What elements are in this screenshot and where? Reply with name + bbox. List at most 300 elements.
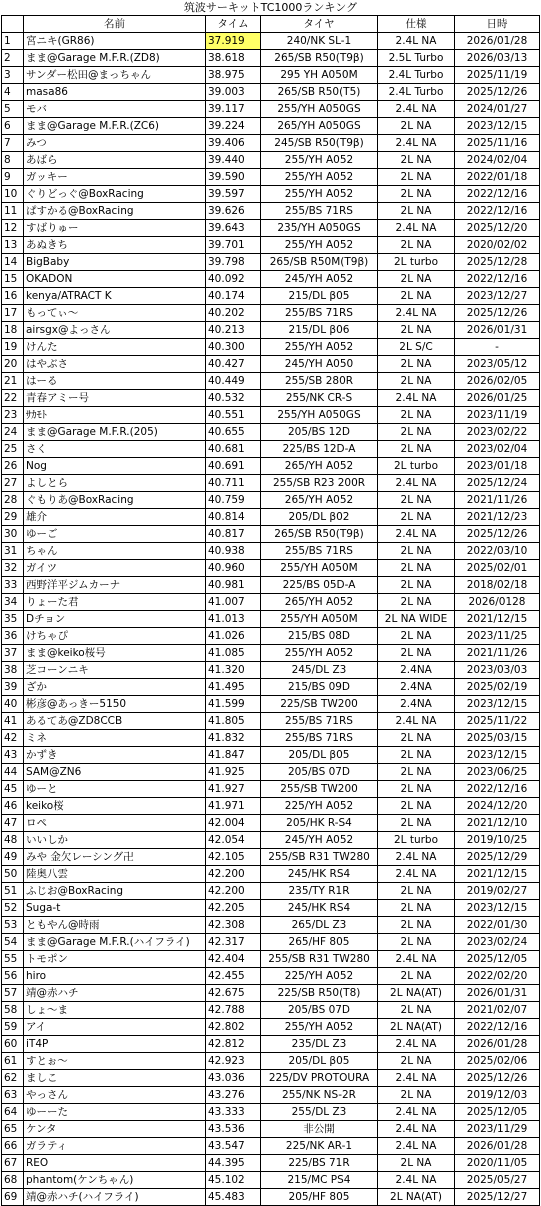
cell-rank: 67 bbox=[2, 1155, 24, 1172]
cell-name: ガイツ bbox=[24, 560, 206, 577]
cell-rank: 40 bbox=[2, 696, 24, 713]
cell-name: みや 金欠レーシング卍 bbox=[24, 849, 206, 866]
table-row bbox=[2, 968, 540, 985]
cell-time: 40.817 bbox=[206, 526, 261, 543]
cell-spec: 2L NA bbox=[378, 577, 455, 594]
cell-name: ゆーーた bbox=[24, 1104, 206, 1121]
cell-spec: 2L NA bbox=[378, 492, 455, 509]
cell-time: 40.814 bbox=[206, 509, 261, 526]
cell-time: 43.036 bbox=[206, 1070, 261, 1087]
cell-time: 43.276 bbox=[206, 1087, 261, 1104]
cell-date: 2023/02/24 bbox=[455, 934, 540, 951]
ranking-body bbox=[2, 33, 540, 1206]
cell-date: 2025/12/26 bbox=[455, 84, 540, 101]
cell-date: 2025/02/19 bbox=[455, 679, 540, 696]
cell-time: 41.320 bbox=[206, 662, 261, 679]
cell-rank: 6 bbox=[2, 118, 24, 135]
table-row bbox=[2, 577, 540, 594]
cell-name: ましこ bbox=[24, 1070, 206, 1087]
cell-spec: 2L NA bbox=[378, 288, 455, 305]
cell-name: 雄介 bbox=[24, 509, 206, 526]
cell-tire: 265/SB R50(T9β) bbox=[261, 50, 378, 67]
cell-spec: 2.4L NA bbox=[378, 866, 455, 883]
cell-time: 42.308 bbox=[206, 917, 261, 934]
cell-tire: 255/SB R23 200R bbox=[261, 475, 378, 492]
cell-date: 2023/06/25 bbox=[455, 764, 540, 781]
cell-tire: 265/DL Z3 bbox=[261, 917, 378, 934]
table-row bbox=[2, 1172, 540, 1189]
table-row bbox=[2, 543, 540, 560]
cell-tire: 255/YH A052 bbox=[261, 1019, 378, 1036]
cell-rank: 7 bbox=[2, 135, 24, 152]
cell-time: 40.960 bbox=[206, 560, 261, 577]
cell-tire: 245/YH A052 bbox=[261, 271, 378, 288]
cell-tire: 245/DL Z3 bbox=[261, 662, 378, 679]
cell-time: 39.597 bbox=[206, 186, 261, 203]
cell-spec: 2L NA bbox=[378, 271, 455, 288]
cell-date: 2025/11/16 bbox=[455, 135, 540, 152]
table-row bbox=[2, 662, 540, 679]
cell-tire: 255/SB R31 TW280 bbox=[261, 951, 378, 968]
cell-name: ケンタ bbox=[24, 1121, 206, 1138]
cell-rank: 46 bbox=[2, 798, 24, 815]
cell-date: - bbox=[455, 339, 540, 356]
table-row bbox=[2, 849, 540, 866]
cell-tire: 255/NK CR-S bbox=[261, 390, 378, 407]
cell-spec: 2.4L NA bbox=[378, 951, 455, 968]
cell-name: ミネ bbox=[24, 730, 206, 747]
header-name: 名前 bbox=[24, 16, 206, 33]
cell-spec: 2.4L NA bbox=[378, 305, 455, 322]
cell-time: 40.551 bbox=[206, 407, 261, 424]
table-row bbox=[2, 1019, 540, 1036]
cell-spec: 2L turbo bbox=[378, 254, 455, 271]
cell-tire: 255/YH A052 bbox=[261, 169, 378, 186]
cell-rank: 57 bbox=[2, 985, 24, 1002]
cell-rank: 34 bbox=[2, 594, 24, 611]
cell-name: OKADON bbox=[24, 271, 206, 288]
cell-time: 41.599 bbox=[206, 696, 261, 713]
cell-time: 41.495 bbox=[206, 679, 261, 696]
cell-name: Suga-t bbox=[24, 900, 206, 917]
cell-tire: 265/SB R50M(T9β) bbox=[261, 254, 378, 271]
cell-time: 42.054 bbox=[206, 832, 261, 849]
table-row bbox=[2, 509, 540, 526]
cell-date: 2022/01/30 bbox=[455, 917, 540, 934]
cell-name: ゆーと bbox=[24, 781, 206, 798]
cell-date: 2025/12/26 bbox=[455, 305, 540, 322]
cell-rank: 19 bbox=[2, 339, 24, 356]
cell-date: 2025/05/27 bbox=[455, 1172, 540, 1189]
cell-date: 2025/03/15 bbox=[455, 730, 540, 747]
table-row bbox=[2, 67, 540, 84]
cell-date: 2026/01/31 bbox=[455, 985, 540, 1002]
cell-name: よしとら bbox=[24, 475, 206, 492]
cell-date: 2026/02/05 bbox=[455, 373, 540, 390]
table-row bbox=[2, 475, 540, 492]
cell-name: kenya/ATRACT K bbox=[24, 288, 206, 305]
cell-spec: 2L NA bbox=[378, 1155, 455, 1172]
cell-spec: 2L NA bbox=[378, 934, 455, 951]
cell-tire: 225/BS 12D-A bbox=[261, 441, 378, 458]
cell-rank: 49 bbox=[2, 849, 24, 866]
cell-time: 41.971 bbox=[206, 798, 261, 815]
cell-date: 2022/01/18 bbox=[455, 169, 540, 186]
cell-tire: 205/DL β05 bbox=[261, 747, 378, 764]
table-row bbox=[2, 594, 540, 611]
cell-rank: 31 bbox=[2, 543, 24, 560]
cell-time: 42.004 bbox=[206, 815, 261, 832]
cell-spec: 2L NA bbox=[378, 237, 455, 254]
cell-spec: 2L NA bbox=[378, 900, 455, 917]
cell-time: 42.200 bbox=[206, 866, 261, 883]
cell-date: 2023/02/04 bbox=[455, 441, 540, 458]
cell-time: 45.102 bbox=[206, 1172, 261, 1189]
cell-rank: 12 bbox=[2, 220, 24, 237]
cell-tire: 225/BS 05D-A bbox=[261, 577, 378, 594]
table-row bbox=[2, 339, 540, 356]
cell-rank: 48 bbox=[2, 832, 24, 849]
cell-spec: 2L NA bbox=[378, 441, 455, 458]
cell-time: 41.085 bbox=[206, 645, 261, 662]
cell-rank: 42 bbox=[2, 730, 24, 747]
cell-tire: 255/BS 71RS bbox=[261, 203, 378, 220]
cell-date: 2025/11/22 bbox=[455, 713, 540, 730]
cell-name: masa86 bbox=[24, 84, 206, 101]
cell-time: 41.013 bbox=[206, 611, 261, 628]
table-row bbox=[2, 730, 540, 747]
cell-time: 42.455 bbox=[206, 968, 261, 985]
header-time: タイム bbox=[206, 16, 261, 33]
cell-date: 2025/12/05 bbox=[455, 1104, 540, 1121]
cell-time: 40.202 bbox=[206, 305, 261, 322]
cell-date: 2018/02/18 bbox=[455, 577, 540, 594]
cell-tire: 225/NK AR-1 bbox=[261, 1138, 378, 1155]
cell-time: 40.300 bbox=[206, 339, 261, 356]
cell-spec: 2.4L NA bbox=[378, 1104, 455, 1121]
cell-name: いいしか bbox=[24, 832, 206, 849]
cell-time: 41.026 bbox=[206, 628, 261, 645]
table-row bbox=[2, 696, 540, 713]
cell-tire: 205/DL β02 bbox=[261, 509, 378, 526]
cell-tire: 265/HF 805 bbox=[261, 934, 378, 951]
cell-time: 42.404 bbox=[206, 951, 261, 968]
cell-rank: 27 bbox=[2, 475, 24, 492]
cell-time: 43.547 bbox=[206, 1138, 261, 1155]
cell-date: 2024/02/04 bbox=[455, 152, 540, 169]
table-row bbox=[2, 356, 540, 373]
cell-date: 2025/12/05 bbox=[455, 951, 540, 968]
cell-date: 2019/12/03 bbox=[455, 1087, 540, 1104]
cell-tire: 255/SB R31 TW280 bbox=[261, 849, 378, 866]
cell-date: 2023/12/15 bbox=[455, 900, 540, 917]
cell-time: 43.333 bbox=[206, 1104, 261, 1121]
cell-spec: 2.4L NA bbox=[378, 1036, 455, 1053]
cell-name: ガッキー bbox=[24, 169, 206, 186]
cell-time: 42.105 bbox=[206, 849, 261, 866]
cell-name: Nog bbox=[24, 458, 206, 475]
cell-tire: 205/BS 07D bbox=[261, 764, 378, 781]
cell-tire: 265/SB R50(T9β) bbox=[261, 526, 378, 543]
cell-rank: 53 bbox=[2, 917, 24, 934]
cell-tire: 205/BS 12D bbox=[261, 424, 378, 441]
cell-name: けちゃぴ bbox=[24, 628, 206, 645]
cell-spec: 2L NA bbox=[378, 1087, 455, 1104]
cell-tire: 255/BS 71RS bbox=[261, 543, 378, 560]
cell-date: 2022/12/16 bbox=[455, 203, 540, 220]
cell-spec: 2L S/C bbox=[378, 339, 455, 356]
cell-rank: 4 bbox=[2, 84, 24, 101]
cell-name: ロペ bbox=[24, 815, 206, 832]
cell-date: 2025/12/27 bbox=[455, 1189, 540, 1206]
cell-spec: 2L NA WIDE bbox=[378, 611, 455, 628]
table-row bbox=[2, 441, 540, 458]
cell-date: 2023/02/22 bbox=[455, 424, 540, 441]
cell-date: 2023/11/19 bbox=[455, 407, 540, 424]
cell-date: 2022/12/16 bbox=[455, 271, 540, 288]
table-row bbox=[2, 611, 540, 628]
cell-spec: 2L NA bbox=[378, 322, 455, 339]
cell-date: 2021/12/15 bbox=[455, 611, 540, 628]
cell-tire: 215/MC PS4 bbox=[261, 1172, 378, 1189]
cell-time: 42.205 bbox=[206, 900, 261, 917]
cell-time: 39.626 bbox=[206, 203, 261, 220]
cell-date: 2026/01/25 bbox=[455, 390, 540, 407]
cell-tire: 235/DL Z3 bbox=[261, 1036, 378, 1053]
cell-date: 2023/11/29 bbox=[455, 1121, 540, 1138]
cell-spec: 2L NA bbox=[378, 730, 455, 747]
cell-spec: 2L NA(AT) bbox=[378, 985, 455, 1002]
table-row bbox=[2, 645, 540, 662]
cell-tire: 245/YH A052 bbox=[261, 832, 378, 849]
cell-tire: 245/HK RS4 bbox=[261, 900, 378, 917]
cell-time: 39.406 bbox=[206, 135, 261, 152]
cell-date: 2020/02/02 bbox=[455, 237, 540, 254]
cell-tire: 225/YH A052 bbox=[261, 968, 378, 985]
cell-name: けんた bbox=[24, 339, 206, 356]
cell-rank: 66 bbox=[2, 1138, 24, 1155]
cell-rank: 23 bbox=[2, 407, 24, 424]
table-row bbox=[2, 1189, 540, 1206]
table-row bbox=[2, 135, 540, 152]
cell-time: 42.812 bbox=[206, 1036, 261, 1053]
cell-time: 40.532 bbox=[206, 390, 261, 407]
cell-rank: 69 bbox=[2, 1189, 24, 1206]
cell-time: 39.117 bbox=[206, 101, 261, 118]
table-row bbox=[2, 305, 540, 322]
cell-name: BigBaby bbox=[24, 254, 206, 271]
cell-date: 2023/01/18 bbox=[455, 458, 540, 475]
cell-name: すばりゅー bbox=[24, 220, 206, 237]
cell-rank: 54 bbox=[2, 934, 24, 951]
cell-rank: 13 bbox=[2, 237, 24, 254]
cell-spec: 2L NA bbox=[378, 781, 455, 798]
cell-rank: 21 bbox=[2, 373, 24, 390]
cell-date: 2021/11/26 bbox=[455, 645, 540, 662]
cell-rank: 11 bbox=[2, 203, 24, 220]
cell-tire: 255/SB TW200 bbox=[261, 781, 378, 798]
cell-time: 41.925 bbox=[206, 764, 261, 781]
table-row bbox=[2, 1002, 540, 1019]
cell-rank: 60 bbox=[2, 1036, 24, 1053]
cell-rank: 28 bbox=[2, 492, 24, 509]
cell-rank: 68 bbox=[2, 1172, 24, 1189]
cell-tire: 255/SB 280R bbox=[261, 373, 378, 390]
cell-spec: 2.4L NA bbox=[378, 1070, 455, 1087]
cell-time: 40.981 bbox=[206, 577, 261, 594]
cell-name: みつ bbox=[24, 135, 206, 152]
table-row bbox=[2, 866, 540, 883]
cell-date: 2023/12/27 bbox=[455, 288, 540, 305]
cell-date: 2022/02/20 bbox=[455, 968, 540, 985]
cell-name: 西野洋平ジムカーナ bbox=[24, 577, 206, 594]
cell-spec: 2L NA bbox=[378, 509, 455, 526]
cell-name: ふじお@BoxRacing bbox=[24, 883, 206, 900]
table-row bbox=[2, 747, 540, 764]
cell-spec: 2.4NA bbox=[378, 662, 455, 679]
cell-date: 2022/12/16 bbox=[455, 1019, 540, 1036]
cell-name: Dチョン bbox=[24, 611, 206, 628]
cell-tire: 255/BS 71RS bbox=[261, 713, 378, 730]
table-row bbox=[2, 1070, 540, 1087]
cell-rank: 64 bbox=[2, 1104, 24, 1121]
cell-tire: 225/DV PROTOURA bbox=[261, 1070, 378, 1087]
cell-date: 2021/11/26 bbox=[455, 492, 540, 509]
cell-time: 43.536 bbox=[206, 1121, 261, 1138]
cell-name: やっさん bbox=[24, 1087, 206, 1104]
table-row bbox=[2, 628, 540, 645]
cell-rank: 10 bbox=[2, 186, 24, 203]
cell-time: 39.224 bbox=[206, 118, 261, 135]
cell-rank: 35 bbox=[2, 611, 24, 628]
cell-time: 42.802 bbox=[206, 1019, 261, 1036]
cell-spec: 2L NA bbox=[378, 815, 455, 832]
cell-date: 2022/12/16 bbox=[455, 186, 540, 203]
cell-tire: 240/NK SL-1 bbox=[261, 33, 378, 50]
cell-time: 40.213 bbox=[206, 322, 261, 339]
cell-rank: 32 bbox=[2, 560, 24, 577]
cell-rank: 2 bbox=[2, 50, 24, 67]
cell-rank: 41 bbox=[2, 713, 24, 730]
cell-rank: 30 bbox=[2, 526, 24, 543]
cell-time: 38.975 bbox=[206, 67, 261, 84]
cell-time: 40.174 bbox=[206, 288, 261, 305]
cell-spec: 2.4L NA bbox=[378, 33, 455, 50]
cell-rank: 37 bbox=[2, 645, 24, 662]
table-row bbox=[2, 390, 540, 407]
cell-date: 2023/12/15 bbox=[455, 747, 540, 764]
cell-spec: 2L NA bbox=[378, 118, 455, 135]
cell-name: まま@Garage M.F.R.(ZC6) bbox=[24, 118, 206, 135]
cell-tire: 265/YH A052 bbox=[261, 492, 378, 509]
cell-spec: 2L NA(AT) bbox=[378, 1019, 455, 1036]
cell-name: ぱすかる@BoxRacing bbox=[24, 203, 206, 220]
cell-spec: 2L NA bbox=[378, 645, 455, 662]
cell-time: 42.923 bbox=[206, 1053, 261, 1070]
cell-tire: 225/YH A052 bbox=[261, 798, 378, 815]
cell-time: 39.003 bbox=[206, 84, 261, 101]
cell-date: 2026/01/28 bbox=[455, 1036, 540, 1053]
cell-tire: 255/YH A050GS bbox=[261, 101, 378, 118]
cell-tire: 非公開 bbox=[261, 1121, 378, 1138]
cell-tire: 255/YH A050M bbox=[261, 611, 378, 628]
cell-date: 2025/02/06 bbox=[455, 1053, 540, 1070]
cell-tire: 255/YH A052 bbox=[261, 237, 378, 254]
cell-time: 42.675 bbox=[206, 985, 261, 1002]
cell-date: 2024/01/27 bbox=[455, 101, 540, 118]
table-row bbox=[2, 1087, 540, 1104]
cell-date: 2021/12/10 bbox=[455, 815, 540, 832]
cell-tire: 225/SB R50(T8) bbox=[261, 985, 378, 1002]
cell-rank: 20 bbox=[2, 356, 24, 373]
cell-name: すとぉ～ bbox=[24, 1053, 206, 1070]
table-row bbox=[2, 203, 540, 220]
table-row bbox=[2, 679, 540, 696]
cell-date: 2025/12/26 bbox=[455, 1070, 540, 1087]
cell-time: 37.919 bbox=[206, 33, 261, 50]
header-rank bbox=[2, 16, 24, 33]
cell-date: 2025/12/24 bbox=[455, 475, 540, 492]
cell-name: まま@Garage M.F.R.(ハイフライ) bbox=[24, 934, 206, 951]
cell-rank: 33 bbox=[2, 577, 24, 594]
cell-spec: 2L NA bbox=[378, 356, 455, 373]
cell-rank: 3 bbox=[2, 67, 24, 84]
cell-name: モバ bbox=[24, 101, 206, 118]
cell-rank: 61 bbox=[2, 1053, 24, 1070]
cell-time: 41.007 bbox=[206, 594, 261, 611]
cell-rank: 50 bbox=[2, 866, 24, 883]
cell-spec: 2L NA bbox=[378, 152, 455, 169]
table-row bbox=[2, 254, 540, 271]
cell-name: 陸奥八雲 bbox=[24, 866, 206, 883]
cell-spec: 2.4L NA bbox=[378, 526, 455, 543]
cell-date: 2025/11/19 bbox=[455, 67, 540, 84]
cell-name: トモポン bbox=[24, 951, 206, 968]
cell-spec: 2.5L Turbo bbox=[378, 50, 455, 67]
cell-time: 40.655 bbox=[206, 424, 261, 441]
cell-spec: 2.4L NA bbox=[378, 849, 455, 866]
cell-rank: 22 bbox=[2, 390, 24, 407]
cell-name: keiko桜 bbox=[24, 798, 206, 815]
cell-rank: 51 bbox=[2, 883, 24, 900]
table-row bbox=[2, 33, 540, 50]
table-row bbox=[2, 985, 540, 1002]
cell-name: iT4P bbox=[24, 1036, 206, 1053]
cell-name: はーる bbox=[24, 373, 206, 390]
cell-rank: 1 bbox=[2, 33, 24, 50]
cell-date: 2022/03/10 bbox=[455, 543, 540, 560]
cell-spec: 2.4L NA bbox=[378, 390, 455, 407]
cell-spec: 2L NA bbox=[378, 186, 455, 203]
cell-rank: 16 bbox=[2, 288, 24, 305]
cell-spec: 2L NA bbox=[378, 594, 455, 611]
cell-date: 2023/12/15 bbox=[455, 118, 540, 135]
cell-rank: 63 bbox=[2, 1087, 24, 1104]
cell-rank: 24 bbox=[2, 424, 24, 441]
cell-spec: 2.4L NA bbox=[378, 1121, 455, 1138]
cell-tire: 215/DL β05 bbox=[261, 288, 378, 305]
cell-date: 2026/01/28 bbox=[455, 33, 540, 50]
cell-date: 2025/12/29 bbox=[455, 849, 540, 866]
cell-spec: 2L NA bbox=[378, 1053, 455, 1070]
table-row bbox=[2, 186, 540, 203]
cell-name: はやぶさ bbox=[24, 356, 206, 373]
table-row bbox=[2, 1155, 540, 1172]
cell-tire: 235/TY R1R bbox=[261, 883, 378, 900]
cell-spec: 2L NA bbox=[378, 917, 455, 934]
table-row bbox=[2, 152, 540, 169]
cell-tire: 265/YH A052 bbox=[261, 458, 378, 475]
